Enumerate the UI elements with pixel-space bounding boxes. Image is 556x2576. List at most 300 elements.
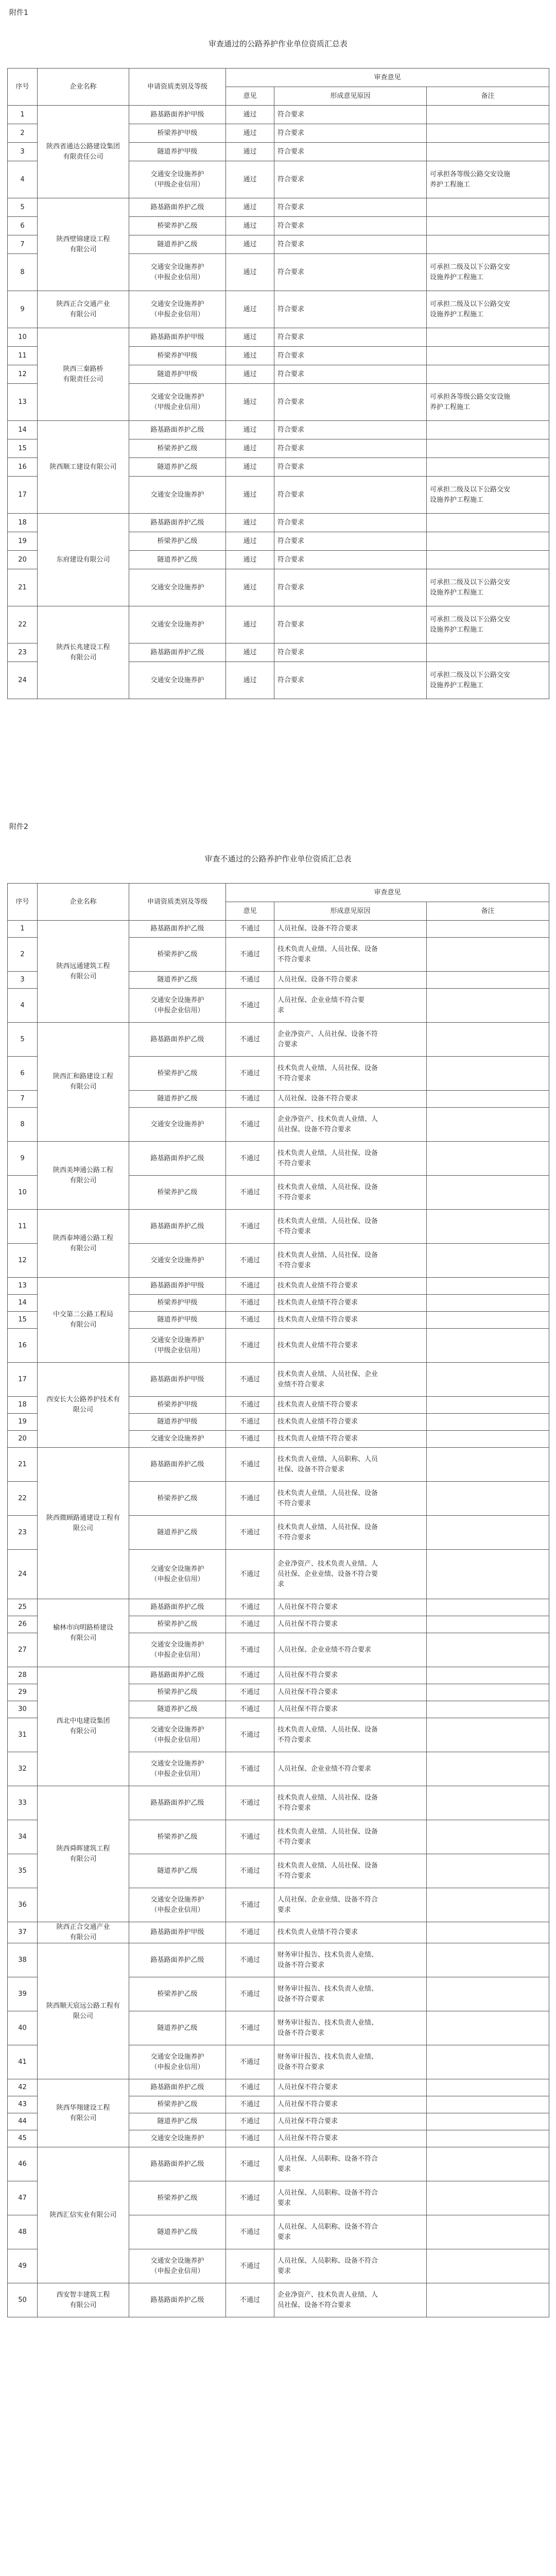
qualification-type: 路基路面养护甲级 <box>129 1922 226 1943</box>
remark: 可承担二级及以下公路交安 设施养护工程施工 <box>427 606 549 643</box>
review-opinion: 不通过 <box>226 1057 274 1091</box>
row-number: 34 <box>8 1820 38 1854</box>
company-name: 陕西壁锦建设工程 有限公司 <box>38 198 129 291</box>
review-opinion: 通过 <box>226 532 274 551</box>
header-opinion: 意见 <box>226 87 274 106</box>
review-reason: 符合要求 <box>274 643 427 662</box>
qualification-type: 隧道养护甲级 <box>129 1312 226 1329</box>
qualification-type: 交通安全设施养护 （申报企业信用） <box>129 1888 226 1922</box>
qualification-type: 隧道养护乙级 <box>129 1854 226 1888</box>
row-number: 2 <box>8 938 38 972</box>
review-reason: 技术负责人业绩、人员社保、企业 业绩不符合要求 <box>274 1363 427 1397</box>
company-name: 陕西正合交通产业 有限公司 <box>38 291 129 328</box>
row-number: 38 <box>8 1943 38 1977</box>
remark <box>427 1701 549 1718</box>
review-reason: 符合要求 <box>274 365 427 384</box>
review-reason: 符合要求 <box>274 606 427 643</box>
approved-table <box>7 68 549 699</box>
review-reason: 人员社保不符合要求 <box>274 1599 427 1616</box>
review-reason: 财务审计报告、技术负责人业绩、 设备不符合要求 <box>274 2011 427 2045</box>
row-number: 19 <box>8 532 38 551</box>
qualification-type: 路基路面养护乙级 <box>129 1448 226 1482</box>
company-name: 陕西微顾路通建设工程有 限公司 <box>38 1448 129 1599</box>
row-number: 39 <box>8 1977 38 2011</box>
review-reason: 符合要求 <box>274 662 427 699</box>
qualification-type: 桥梁养护乙级 <box>129 1977 226 2011</box>
review-opinion: 不通过 <box>226 1244 274 1278</box>
review-reason: 技术负责人业绩、人员社保、设备 不符合要求 <box>274 1176 427 1210</box>
qualification-type: 路基路面养护甲级 <box>129 1278 226 1295</box>
row-number: 21 <box>8 1448 38 1482</box>
header-opinion: 意见 <box>226 902 274 921</box>
row-number: 37 <box>8 1922 38 1943</box>
qualification-type: 路基路面养护甲级 <box>129 106 226 124</box>
row-number: 18 <box>8 514 38 532</box>
qualification-type: 隧道养护乙级 <box>129 1701 226 1718</box>
row-number: 3 <box>8 972 38 989</box>
remark <box>427 217 549 235</box>
row-number: 29 <box>8 1684 38 1701</box>
review-opinion: 通过 <box>226 477 274 514</box>
qualification-type: 交通安全设施养护 <box>129 662 226 699</box>
row-number: 12 <box>8 365 38 384</box>
row-number: 4 <box>8 161 38 198</box>
table-row <box>8 198 549 217</box>
review-opinion: 不通过 <box>226 1599 274 1616</box>
review-opinion: 不通过 <box>226 2249 274 2283</box>
review-reason: 财务审计报告、技术负责人业绩、 设备不符合要求 <box>274 1977 427 2011</box>
remark <box>427 1295 549 1312</box>
remark <box>427 365 549 384</box>
review-reason: 符合要求 <box>274 254 427 291</box>
qualification-type: 交通安全设施养护 （申报企业信用） <box>129 1752 226 1786</box>
qualification-type: 桥梁养护乙级 <box>129 2096 226 2113</box>
row-number: 6 <box>8 1057 38 1091</box>
remark <box>427 124 549 143</box>
review-reason: 技术负责人业绩、人员职称、人员 社保、设备不符合要求 <box>274 1448 427 1482</box>
row-number: 15 <box>8 439 38 458</box>
qualification-type: 交通安全设施养护 <box>129 569 226 606</box>
row-number: 46 <box>8 2147 38 2181</box>
row-number: 22 <box>8 606 38 643</box>
table-row <box>8 2147 549 2181</box>
qualification-type: 交通安全设施养护 （申报企业信用） <box>129 291 226 328</box>
review-reason: 符合要求 <box>274 477 427 514</box>
remark <box>427 106 549 124</box>
remark <box>427 1108 549 1142</box>
company-name: 陕西美坤通公路工程 有限公司 <box>38 1142 129 1210</box>
review-reason: 符合要求 <box>274 328 427 347</box>
row-number: 7 <box>8 235 38 254</box>
row-number: 23 <box>8 1516 38 1550</box>
review-opinion: 不通过 <box>226 1414 274 1431</box>
company-name: 陕西舜晖建筑工程 有限公司 <box>38 1786 129 1922</box>
review-opinion: 通过 <box>226 569 274 606</box>
qualification-type: 交通安全设施养护 <box>129 477 226 514</box>
qualification-type: 交通安全设施养护 <box>129 2130 226 2147</box>
table-row <box>8 1142 549 1176</box>
row-number: 11 <box>8 1210 38 1244</box>
review-reason: 人员社保、设备不符合要求 <box>274 921 427 938</box>
qualification-type: 桥梁养护乙级 <box>129 439 226 458</box>
company-name: 陕西泰坤通公路工程 有限公司 <box>38 1210 129 1278</box>
remark <box>427 1176 549 1210</box>
review-opinion: 不通过 <box>226 1397 274 1414</box>
row-number: 18 <box>8 1397 38 1414</box>
row-number: 50 <box>8 2283 38 2317</box>
remark <box>427 1057 549 1091</box>
review-opinion: 不通过 <box>226 1278 274 1295</box>
review-opinion: 不通过 <box>226 1922 274 1943</box>
qualification-type: 交通安全设施养护 <box>129 1244 226 1278</box>
remark <box>427 2113 549 2130</box>
header-reason: 形成意见原因 <box>274 87 427 106</box>
remark <box>427 235 549 254</box>
remark: 可承担各等级公路交安设施 养护工程施工 <box>427 384 549 421</box>
remark <box>427 938 549 972</box>
review-reason: 人员社保、人员职称、设备不符合 要求 <box>274 2147 427 2181</box>
attachment-1-label: 附件1 <box>9 9 28 17</box>
review-opinion: 不通过 <box>226 2113 274 2130</box>
row-number: 8 <box>8 254 38 291</box>
review-reason: 企业净资产、技术负责人业绩、人 员社保、设备不符合要求 <box>274 1108 427 1142</box>
review-opinion: 通过 <box>226 551 274 569</box>
review-opinion: 不通过 <box>226 1888 274 1922</box>
review-reason: 人员社保、人员职称、设备不符合 要求 <box>274 2181 427 2215</box>
remark <box>427 347 549 365</box>
review-reason: 企业净资产、人员社保、设备不符 合要求 <box>274 1023 427 1057</box>
review-reason: 技术负责人业绩不符合要求 <box>274 1329 427 1363</box>
review-opinion: 不通过 <box>226 2045 274 2079</box>
qualification-type: 交通安全设施养护 （甲级企业信用） <box>129 384 226 421</box>
remark <box>427 1820 549 1854</box>
company-name: 西安长大公路养护技术有 限公司 <box>38 1363 129 1448</box>
table-row <box>8 1448 549 1482</box>
remark <box>427 2096 549 2113</box>
remark <box>427 1667 549 1684</box>
rejected-table <box>7 883 549 2317</box>
remark <box>427 421 549 439</box>
review-opinion: 通过 <box>226 254 274 291</box>
review-reason: 技术负责人业绩、人员社保、设备 不符合要求 <box>274 1718 427 1752</box>
review-reason: 技术负责人业绩、人员社保、设备 不符合要求 <box>274 1786 427 1820</box>
review-opinion: 通过 <box>226 235 274 254</box>
header-type: 申请资质类别及等级 <box>129 69 226 106</box>
remark: 可承担二级及以下公路交安 设施养护工程施工 <box>427 291 549 328</box>
qualification-type: 交通安全设施养护 （申报企业信用） <box>129 1633 226 1667</box>
remark <box>427 989 549 1023</box>
qualification-type: 路基路面养护乙级 <box>129 921 226 938</box>
review-reason: 财务审计报告、技术负责人业绩、 设备不符合要求 <box>274 1943 427 1977</box>
review-opinion: 不通过 <box>226 2181 274 2215</box>
review-opinion: 不通过 <box>226 2283 274 2317</box>
company-name: 西北中电建设集团 有限公司 <box>38 1667 129 1786</box>
remark <box>427 532 549 551</box>
row-number: 31 <box>8 1718 38 1752</box>
review-reason: 符合要求 <box>274 514 427 532</box>
review-opinion: 不通过 <box>226 1667 274 1684</box>
review-reason: 人员社保、设备不符合要求 <box>274 972 427 989</box>
review-opinion: 不通过 <box>226 1091 274 1108</box>
table-row <box>8 1599 549 1616</box>
qualification-type: 桥梁养护乙级 <box>129 2181 226 2215</box>
company-name: 陕西长兆建设工程 有限公司 <box>38 606 129 699</box>
table-row <box>8 606 549 643</box>
remark <box>427 2181 549 2215</box>
row-number: 10 <box>8 328 38 347</box>
review-opinion: 不通过 <box>226 1516 274 1550</box>
table-row <box>8 1922 549 1943</box>
review-opinion: 不通过 <box>226 1786 274 1820</box>
review-opinion: 不通过 <box>226 1820 274 1854</box>
review-opinion: 通过 <box>226 347 274 365</box>
company-name: 西安智丰建筑工程 有限公司 <box>38 2283 129 2317</box>
row-number: 17 <box>8 1363 38 1397</box>
row-number: 17 <box>8 477 38 514</box>
remark <box>427 1616 549 1633</box>
review-opinion: 通过 <box>226 421 274 439</box>
qualification-type: 路基路面养护乙级 <box>129 643 226 662</box>
row-number: 14 <box>8 421 38 439</box>
row-number: 27 <box>8 1633 38 1667</box>
qualification-type: 路基路面养护乙级 <box>129 1142 226 1176</box>
remark <box>427 2045 549 2079</box>
review-opinion: 不通过 <box>226 989 274 1023</box>
remark <box>427 2147 549 2181</box>
review-opinion: 不通过 <box>226 2096 274 2113</box>
remark <box>427 1244 549 1278</box>
row-number: 40 <box>8 2011 38 2045</box>
remark <box>427 1943 549 1977</box>
review-opinion: 不通过 <box>226 1312 274 1329</box>
header-remark: 备注 <box>427 87 549 106</box>
qualification-type: 路基路面养护乙级 <box>129 514 226 532</box>
row-number: 35 <box>8 1854 38 1888</box>
review-reason: 人员社保不符合要求 <box>274 1701 427 1718</box>
row-number: 19 <box>8 1414 38 1431</box>
review-reason: 符合要求 <box>274 161 427 198</box>
review-reason: 人员社保、企业业绩不符合要求 <box>274 1752 427 1786</box>
remark <box>427 551 549 569</box>
remark <box>427 1448 549 1482</box>
review-reason: 财务审计报告、技术负责人业绩、 设备不符合要求 <box>274 2045 427 2079</box>
table-row <box>8 514 549 532</box>
review-opinion: 不通过 <box>226 1295 274 1312</box>
remark <box>427 439 549 458</box>
qualification-type: 隧道养护甲级 <box>129 365 226 384</box>
remark: 可承担二级及以下公路交安 设施养护工程施工 <box>427 254 549 291</box>
row-number: 15 <box>8 1312 38 1329</box>
remark <box>427 328 549 347</box>
row-number: 28 <box>8 1667 38 1684</box>
review-reason: 人员社保不符合要求 <box>274 2096 427 2113</box>
row-number: 5 <box>8 198 38 217</box>
remark <box>427 1854 549 1888</box>
qualification-type: 路基路面养护乙级 <box>129 2079 226 2096</box>
table-row <box>8 921 549 938</box>
review-reason: 符合要求 <box>274 291 427 328</box>
review-opinion: 不通过 <box>226 1482 274 1516</box>
company-name: 陕西顺天宸远公路工程有 限公司 <box>38 1943 129 2079</box>
row-number: 36 <box>8 1888 38 1922</box>
qualification-type: 桥梁养护乙级 <box>129 1616 226 1633</box>
remark <box>427 1888 549 1922</box>
review-opinion: 不通过 <box>226 1023 274 1057</box>
review-reason: 企业净资产、技术负责人业绩、人 员社保、企业业绩、设备不符合要 求 <box>274 1550 427 1599</box>
row-number: 11 <box>8 347 38 365</box>
remark <box>427 1922 549 1943</box>
review-opinion: 不通过 <box>226 1977 274 2011</box>
review-opinion: 通过 <box>226 161 274 198</box>
qualification-type: 隧道养护乙级 <box>129 1516 226 1550</box>
qualification-type: 路基路面养护乙级 <box>129 1599 226 1616</box>
header-no: 序号 <box>8 884 38 921</box>
qualification-type: 桥梁养护乙级 <box>129 938 226 972</box>
review-opinion: 不通过 <box>226 921 274 938</box>
review-reason: 人员社保、人员职称、设备不符合 要求 <box>274 2215 427 2249</box>
remark <box>427 1329 549 1363</box>
review-opinion: 不通过 <box>226 1854 274 1888</box>
remark: 可承担各等级公路交安设施 养护工程施工 <box>427 161 549 198</box>
review-opinion: 不通过 <box>226 2130 274 2147</box>
review-reason: 人员社保不符合要求 <box>274 1616 427 1633</box>
table-row <box>8 1943 549 1977</box>
qualification-type: 隧道养护乙级 <box>129 458 226 477</box>
qualification-type: 桥梁养护乙级 <box>129 1482 226 1516</box>
row-number: 2 <box>8 124 38 143</box>
table-row <box>8 2283 549 2317</box>
review-reason: 符合要求 <box>274 106 427 124</box>
remark <box>427 1977 549 2011</box>
remark <box>427 1550 549 1599</box>
remark <box>427 2079 549 2096</box>
qualification-type: 路基路面养护乙级 <box>129 2283 226 2317</box>
header-company: 企业名称 <box>38 884 129 921</box>
company-name: 陕西正合交通产业 有限公司 <box>38 1922 129 1943</box>
remark <box>427 1363 549 1397</box>
review-opinion: 通过 <box>226 291 274 328</box>
review-reason: 技术负责人业绩不符合要求 <box>274 1278 427 1295</box>
table-row <box>8 1210 549 1244</box>
qualification-type: 隧道养护甲级 <box>129 143 226 161</box>
remark: 可承担二级及以下公路交安 设施养护工程施工 <box>427 477 549 514</box>
qualification-type: 路基路面养护乙级 <box>129 1786 226 1820</box>
review-opinion: 不通过 <box>226 1718 274 1752</box>
remark <box>427 143 549 161</box>
row-number: 12 <box>8 1244 38 1278</box>
remark <box>427 1516 549 1550</box>
header-company: 企业名称 <box>38 69 129 106</box>
review-opinion: 通过 <box>226 384 274 421</box>
review-reason: 技术负责人业绩不符合要求 <box>274 1414 427 1431</box>
review-reason: 符合要求 <box>274 569 427 606</box>
qualification-type: 桥梁养护乙级 <box>129 532 226 551</box>
row-number: 30 <box>8 1701 38 1718</box>
row-number: 4 <box>8 989 38 1023</box>
review-opinion: 不通过 <box>226 1108 274 1142</box>
review-reason: 符合要求 <box>274 532 427 551</box>
review-reason: 技术负责人业绩不符合要求 <box>274 1397 427 1414</box>
company-name: 陕西汇信实业有限公司 <box>38 2147 129 2283</box>
remark <box>427 1312 549 1329</box>
review-opinion: 通过 <box>226 198 274 217</box>
row-number: 26 <box>8 1616 38 1633</box>
qualification-type: 交通安全设施养护 <box>129 606 226 643</box>
remark <box>427 643 549 662</box>
remark <box>427 1786 549 1820</box>
review-reason: 技术负责人业绩、人员社保、设备 不符合要求 <box>274 1854 427 1888</box>
qualification-type: 交通安全设施养护 <box>129 1108 226 1142</box>
row-number: 42 <box>8 2079 38 2096</box>
attachment-2-label: 附件2 <box>9 823 28 831</box>
review-opinion: 不通过 <box>226 1752 274 1786</box>
review-opinion: 不通过 <box>226 1448 274 1482</box>
review-reason: 企业净资产、技术负责人业绩、人 员社保、设备不符合要求 <box>274 2283 427 2317</box>
qualification-type: 桥梁养护乙级 <box>129 1820 226 1854</box>
remark: 可承担二级及以下公路交安 设施养护工程施工 <box>427 662 549 699</box>
remark <box>427 1482 549 1516</box>
qualification-type: 隧道养护乙级 <box>129 972 226 989</box>
row-number: 14 <box>8 1295 38 1312</box>
qualification-type: 路基路面养护乙级 <box>129 198 226 217</box>
review-reason: 符合要求 <box>274 143 427 161</box>
row-number: 20 <box>8 551 38 569</box>
review-opinion: 通过 <box>226 143 274 161</box>
remark <box>427 1684 549 1701</box>
qualification-type: 隧道养护乙级 <box>129 2011 226 2045</box>
review-reason: 人员社保不符合要求 <box>274 2113 427 2130</box>
row-number: 43 <box>8 2096 38 2113</box>
table-row <box>8 1786 549 1820</box>
table-row <box>8 328 549 347</box>
review-reason: 人员社保、企业业绩不符合要求 <box>274 1633 427 1667</box>
remark <box>427 1210 549 1244</box>
remark <box>427 1633 549 1667</box>
table-row <box>8 291 549 328</box>
review-reason: 符合要求 <box>274 458 427 477</box>
qualification-type: 隧道养护乙级 <box>129 2113 226 2130</box>
review-opinion: 通过 <box>226 643 274 662</box>
review-opinion: 不通过 <box>226 2079 274 2096</box>
review-opinion: 通过 <box>226 328 274 347</box>
row-number: 6 <box>8 217 38 235</box>
remark <box>427 1431 549 1448</box>
qualification-type: 交通安全设施养护 （申报企业信用） <box>129 989 226 1023</box>
table-row <box>8 2079 549 2096</box>
row-number: 23 <box>8 643 38 662</box>
qualification-type: 桥梁养护乙级 <box>129 1684 226 1701</box>
review-opinion: 不通过 <box>226 1363 274 1397</box>
review-reason: 符合要求 <box>274 551 427 569</box>
review-opinion: 通过 <box>226 514 274 532</box>
review-reason: 符合要求 <box>274 384 427 421</box>
remark <box>427 1091 549 1108</box>
qualification-type: 桥梁养护乙级 <box>129 1176 226 1210</box>
review-opinion: 不通过 <box>226 1142 274 1176</box>
row-number: 22 <box>8 1482 38 1516</box>
row-number: 41 <box>8 2045 38 2079</box>
header-no: 序号 <box>8 69 38 106</box>
review-reason: 技术负责人业绩、人员社保、设备 不符合要求 <box>274 1057 427 1091</box>
row-number: 32 <box>8 1752 38 1786</box>
review-opinion: 不通过 <box>226 972 274 989</box>
review-reason: 符合要求 <box>274 439 427 458</box>
review-opinion: 通过 <box>226 439 274 458</box>
review-reason: 技术负责人业绩、人员社保、设备 不符合要求 <box>274 1142 427 1176</box>
row-number: 33 <box>8 1786 38 1820</box>
remark <box>427 514 549 532</box>
qualification-type: 交通安全设施养护 （申报企业信用） <box>129 1718 226 1752</box>
